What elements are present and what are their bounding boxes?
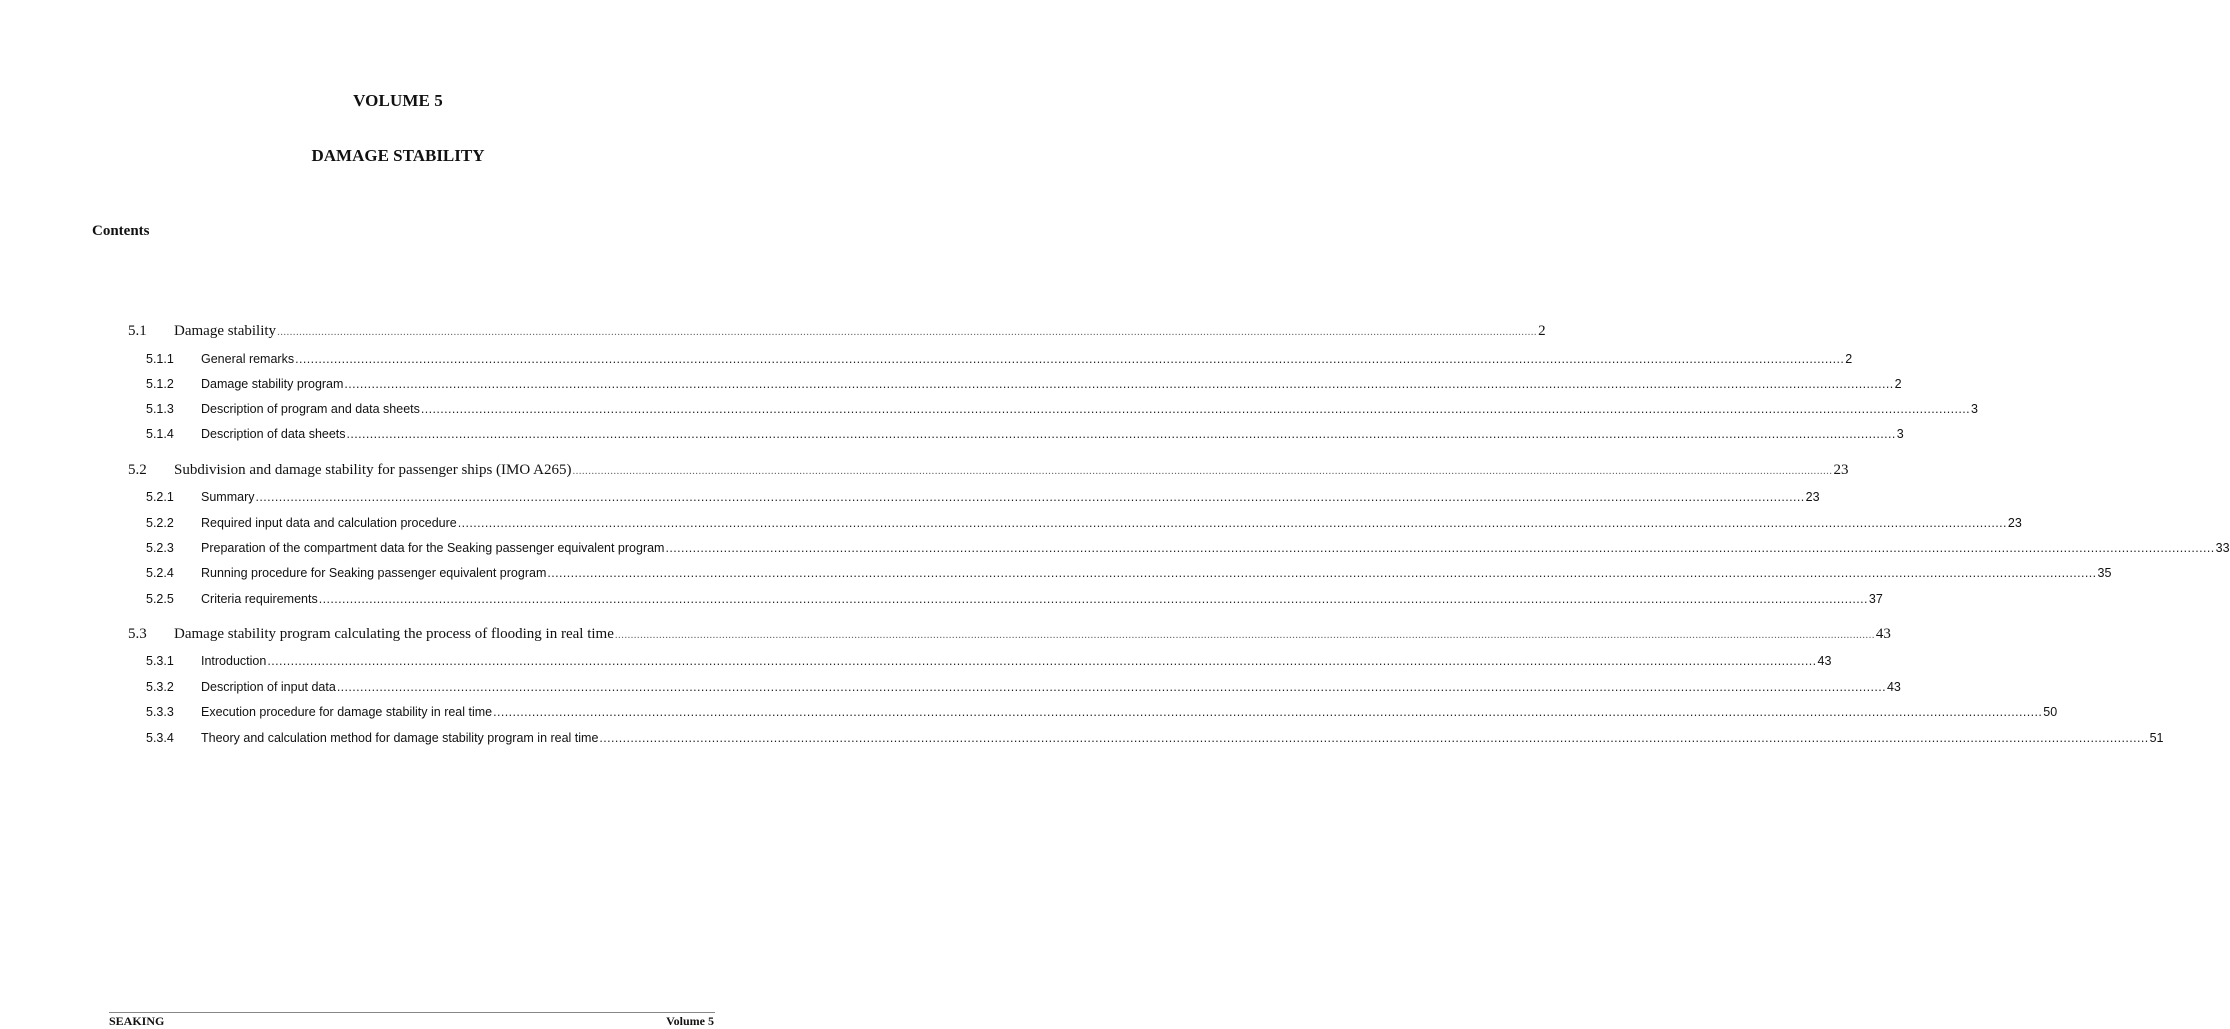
toc-subsection-number: 5.1.4 xyxy=(146,427,174,441)
toc-subsection[interactable] xyxy=(146,377,1902,395)
toc-subsection-page: 43 xyxy=(1886,680,1901,694)
volume-title: VOLUME 5 xyxy=(353,91,443,110)
toc-subsection-title: Required input data and calculation procedure xyxy=(201,516,457,530)
toc-subsection-title: Introduction xyxy=(201,654,267,668)
toc-subsection-page: 3 xyxy=(1971,402,1978,416)
toc-subsection-number: 5.3.2 xyxy=(146,680,174,694)
toc-subsection[interactable] xyxy=(146,541,2230,559)
footer-right-text: Volume 5 xyxy=(666,1014,714,1028)
toc-subsection-title: Description of input data xyxy=(201,680,336,694)
toc-leader: ................................................................................................................................................................................................................................................................................................................................................................................................................ xyxy=(255,490,1805,504)
toc-subsection-page: 2 xyxy=(1845,352,1853,366)
toc-subsection[interactable] xyxy=(146,654,1832,672)
toc-section-number: 5.1 xyxy=(128,323,147,339)
toc-subsection[interactable] xyxy=(146,402,1978,420)
toc-subsection-number: 5.1.2 xyxy=(146,377,174,391)
toc-subsection-page: 37 xyxy=(1868,592,1883,606)
toc-subsection-page: 51 xyxy=(2149,731,2164,745)
toc-subsection-title: Description of program and data sheets xyxy=(201,402,420,416)
toc-section[interactable] xyxy=(128,462,1849,482)
toc-subsection[interactable] xyxy=(146,680,1901,698)
toc-section-number: 5.3 xyxy=(128,626,147,642)
toc-subsection-page: 23 xyxy=(1805,490,1820,504)
toc-subsection-number: 5.2.3 xyxy=(146,541,174,555)
toc-leader: ................................................................................................................................................................................................................................................................................................................................................................................................................ xyxy=(344,377,1894,391)
toc-section-title: Damage stability xyxy=(174,323,277,339)
toc-subsection-page: 2 xyxy=(1894,377,1902,391)
toc-subsection[interactable] xyxy=(146,566,2112,584)
toc-subsection-title: Running procedure for Seaking passenger equivalent program xyxy=(201,566,547,580)
footer-divider xyxy=(109,1012,715,1013)
toc-section-page: 2 xyxy=(1538,323,1546,339)
toc-leader: ................................................................................................................................................................................................................................................................................................................................................................................................................ xyxy=(318,592,1868,606)
toc-subsection-page: 23 xyxy=(2007,516,2022,530)
toc-leader: ................................................................................................................................................................................................................................................................................................................................................................................................................ xyxy=(599,731,2149,745)
toc-subsection-page: 35 xyxy=(2097,566,2112,580)
toc-subsection[interactable] xyxy=(146,731,2164,749)
toc-subsection-page: 50 xyxy=(2043,705,2058,719)
toc-subsection-page: 3 xyxy=(1896,427,1904,441)
toc-subsection[interactable] xyxy=(146,592,1883,610)
toc-subsection-title: Damage stability program xyxy=(201,377,344,391)
toc-subsection-number: 5.3.1 xyxy=(146,654,174,668)
toc-subsection-number: 5.1.3 xyxy=(146,402,174,416)
toc-leader: ................................................................................................................................................................................................................................................................................................................................................................................................................ xyxy=(547,566,2097,580)
toc-subsection-number: 5.2.1 xyxy=(146,490,174,504)
toc-section-page: 43 xyxy=(1875,626,1891,642)
toc-subsection[interactable] xyxy=(146,705,2058,723)
toc-leader: ................................................................................................................................................................................................................................................................................................................................................................................................................ xyxy=(267,654,1817,668)
toc-leader: ................................................................................................................................................................................................................................................................................................................................................................................................................ xyxy=(572,465,1833,477)
toc-subsection-title: Criteria requirements xyxy=(201,592,318,606)
toc-leader: ................................................................................................................................................................................................................................................................................................................................................................................................................ xyxy=(493,705,2043,719)
toc-subsection-number: 5.3.3 xyxy=(146,705,174,719)
toc-section[interactable] xyxy=(128,626,1891,646)
toc-subsection-number: 5.2.5 xyxy=(146,592,174,606)
toc-leader: ................................................................................................................................................................................................................................................................................................................................................................................................................ xyxy=(336,680,1886,694)
toc-section-number: 5.2 xyxy=(128,462,147,478)
toc-subsection-number: 5.3.4 xyxy=(146,731,174,745)
toc-section-title: Damage stability program calculating the process of flooding in real time xyxy=(174,626,614,642)
toc-subsection-title: Summary xyxy=(201,490,255,504)
toc-leader: ................................................................................................................................................................................................................................................................................................................................................................................................................ xyxy=(277,326,1538,338)
toc-subsection[interactable] xyxy=(146,516,2022,534)
toc-leader: ................................................................................................................................................................................................................................................................................................................................................................................................................ xyxy=(665,541,2215,555)
toc-subsection-number: 5.2.2 xyxy=(146,516,174,530)
toc-section-title: Subdivision and damage stability for passenger ships (IMO A265) xyxy=(174,462,572,478)
toc-subsection-title: Description of data sheets xyxy=(201,427,346,441)
toc-leader: ................................................................................................................................................................................................................................................................................................................................................................................................................ xyxy=(457,516,2007,530)
toc-leader: ................................................................................................................................................................................................................................................................................................................................................................................................................ xyxy=(295,352,1845,366)
toc-subsection[interactable] xyxy=(146,427,1904,445)
toc-leader: ................................................................................................................................................................................................................................................................................................................................................................................................................ xyxy=(614,629,1875,641)
footer-left-text: SEAKING xyxy=(109,1014,165,1028)
toc-section[interactable] xyxy=(128,323,1546,343)
document-title: DAMAGE STABILITY xyxy=(311,146,485,165)
toc-leader: ................................................................................................................................................................................................................................................................................................................................................................................................................ xyxy=(420,402,1971,416)
toc-subsection-title: Preparation of the compartment data for the Seaking passenger equivalent program xyxy=(201,541,665,555)
toc-subsection-number: 5.2.4 xyxy=(146,566,174,580)
toc-leader: ................................................................................................................................................................................................................................................................................................................................................................................................................ xyxy=(346,427,1896,441)
toc-subsection[interactable] xyxy=(146,352,1853,370)
toc-section-page: 23 xyxy=(1833,462,1849,478)
toc-subsection[interactable] xyxy=(146,490,1820,508)
toc-subsection-title: Execution procedure for damage stability in real time xyxy=(201,705,493,719)
contents-heading: Contents xyxy=(92,223,150,239)
toc-subsection-number: 5.1.1 xyxy=(146,352,174,366)
toc-subsection-page: 33 xyxy=(2215,541,2230,555)
toc-subsection-title: General remarks xyxy=(201,352,295,366)
toc-subsection-page: 43 xyxy=(1817,654,1832,668)
toc-subsection-title: Theory and calculation method for damage stability program in real time xyxy=(201,731,599,745)
